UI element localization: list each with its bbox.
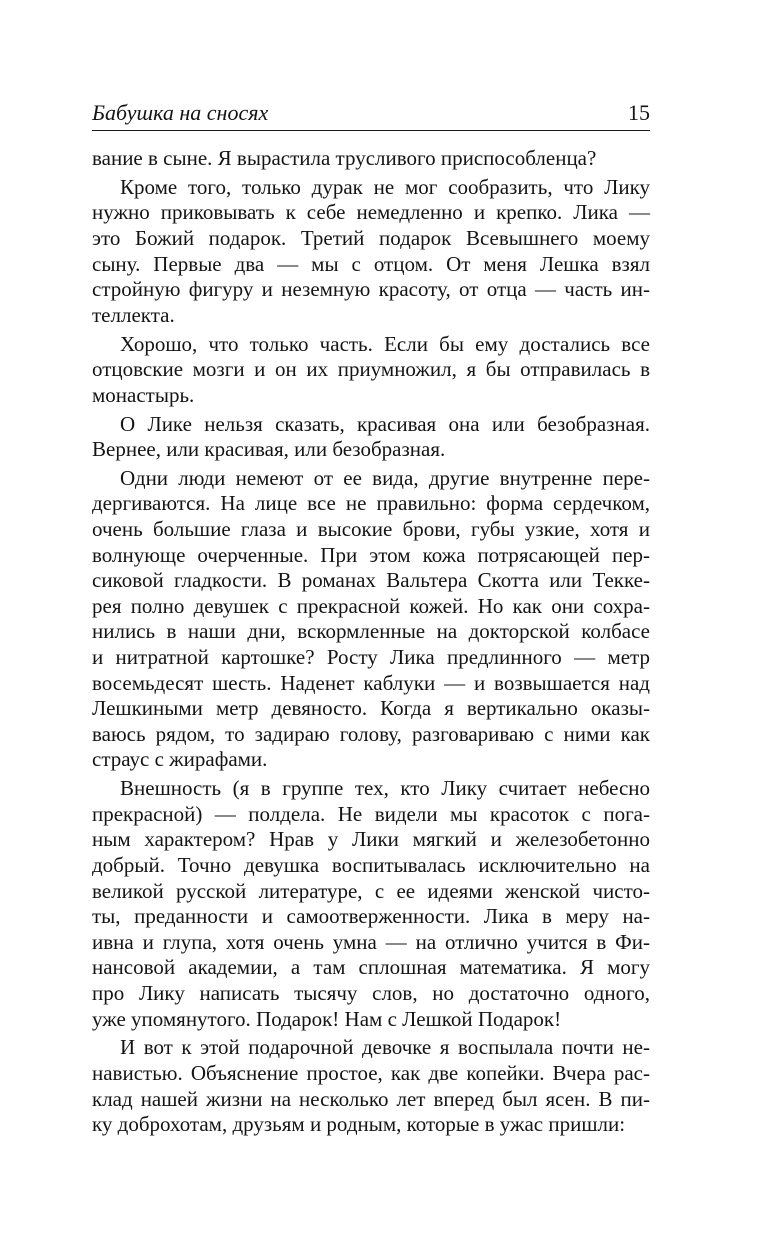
text-line: страус с жирафами. [92, 747, 268, 772]
text-line: навистью. Объяснение простое, как две копейки. Вчера рас- [92, 1060, 650, 1085]
text-line: нужно приковывать к себе немедленно и крепко. Лика — [92, 200, 650, 225]
text-line: ивна и глупа, хотя очень умна — на отлично учится в Фи- [92, 929, 650, 954]
text-line: сиковой гладкости. В романах Вальтера Скотта или Текке- [92, 568, 650, 593]
text-line: волнующе очерченные. При этом кожа потрясающей пер- [92, 542, 650, 567]
text-line: очень большие глаза и высокие брови, губы узкие, хотя и [92, 517, 650, 542]
text-line: сыну. Первые два — мы с отцом. От меня Лешка взял [92, 251, 650, 276]
text-line: рея полно девушек с прекрасной кожей. Но как они сохра- [92, 593, 650, 618]
body-text [92, 146, 650, 1138]
text-line: стройную фигуру и неземную красоту, от отца — часть ин- [92, 277, 650, 302]
text-line: это Божий подарок. Третий подарок Всевышнего моему [92, 225, 650, 250]
text-line: Хорошо, что только часть. Если бы ему достались все [120, 331, 650, 356]
text-line: Кроме того, только дурак не мог сообразить, что Лику [120, 174, 650, 199]
text-line: теллекта. [92, 302, 175, 327]
text-line: Лешкиными метр девяносто. Когда я вертикально оказы- [92, 696, 650, 721]
text-line: и нитратной картошке? Росту Лика предлинного — метр [92, 645, 650, 670]
text-line: вание в сыне. Я вырастила трусливого приспособленца? [92, 146, 597, 170]
text-line: ным характером? Нрав у Лики мягкий и железобетонно [92, 827, 650, 852]
text-line: монастырь. [92, 382, 195, 407]
text-line: Вернее, или красивая, или безобразная. [92, 437, 446, 462]
running-header [92, 98, 650, 131]
text-line: ваюсь рядом, то задираю голову, разговариваю с ними как [92, 721, 650, 746]
text-line: добрый. Точно девушка воспитывалась исключительно на [92, 852, 650, 877]
text-line: отцовские мозги и он их приумножил, я бы отправилась в [92, 357, 650, 382]
text-line: прекрасной) — полдела. Не видели мы красоток с пога- [92, 801, 650, 826]
text-line: Одни люди немеют от ее вида, другие внутренне пере- [120, 465, 650, 490]
text-line: О Лике нельзя сказать, красивая она или безобразная. [120, 411, 650, 436]
text-line: уже упомянутого. Подарок! Нам с Лешкой Подарок! [92, 1006, 562, 1031]
text-line: про Лику написать тысячу слов, но достаточно одного, [92, 980, 650, 1005]
text-line: И вот к этой подарочной девочке я воспылала почти не- [120, 1035, 650, 1060]
text-line: восемьдесят шесть. Наденет каблуки — и возвышается над [92, 670, 650, 695]
text-line: ты, преданности и самоотверженности. Лика в меру на- [92, 904, 650, 929]
text-line: Внешность (я в группе тех, кто Лику считает небесно [120, 776, 650, 801]
text-line: дергиваются. На лице все не правильно: форма сердечком, [92, 491, 650, 516]
running-title: Бабушка на сносях [92, 100, 269, 125]
page-number: 15 [628, 100, 650, 125]
text-line: нились в наши дни, вскормленные на докторской колбасе [92, 619, 650, 644]
text-line: клад нашей жизни на несколько лет вперед был ясен. В пи- [92, 1086, 650, 1111]
text-line: ку доброхотам, друзьям и родным, которые в ужас пришли: [92, 1112, 626, 1137]
text-line: великой русской литературе, с ее идеями женской чисто- [92, 878, 650, 903]
text-line: нансовой академии, а там сплошная математика. Я могу [92, 955, 650, 980]
